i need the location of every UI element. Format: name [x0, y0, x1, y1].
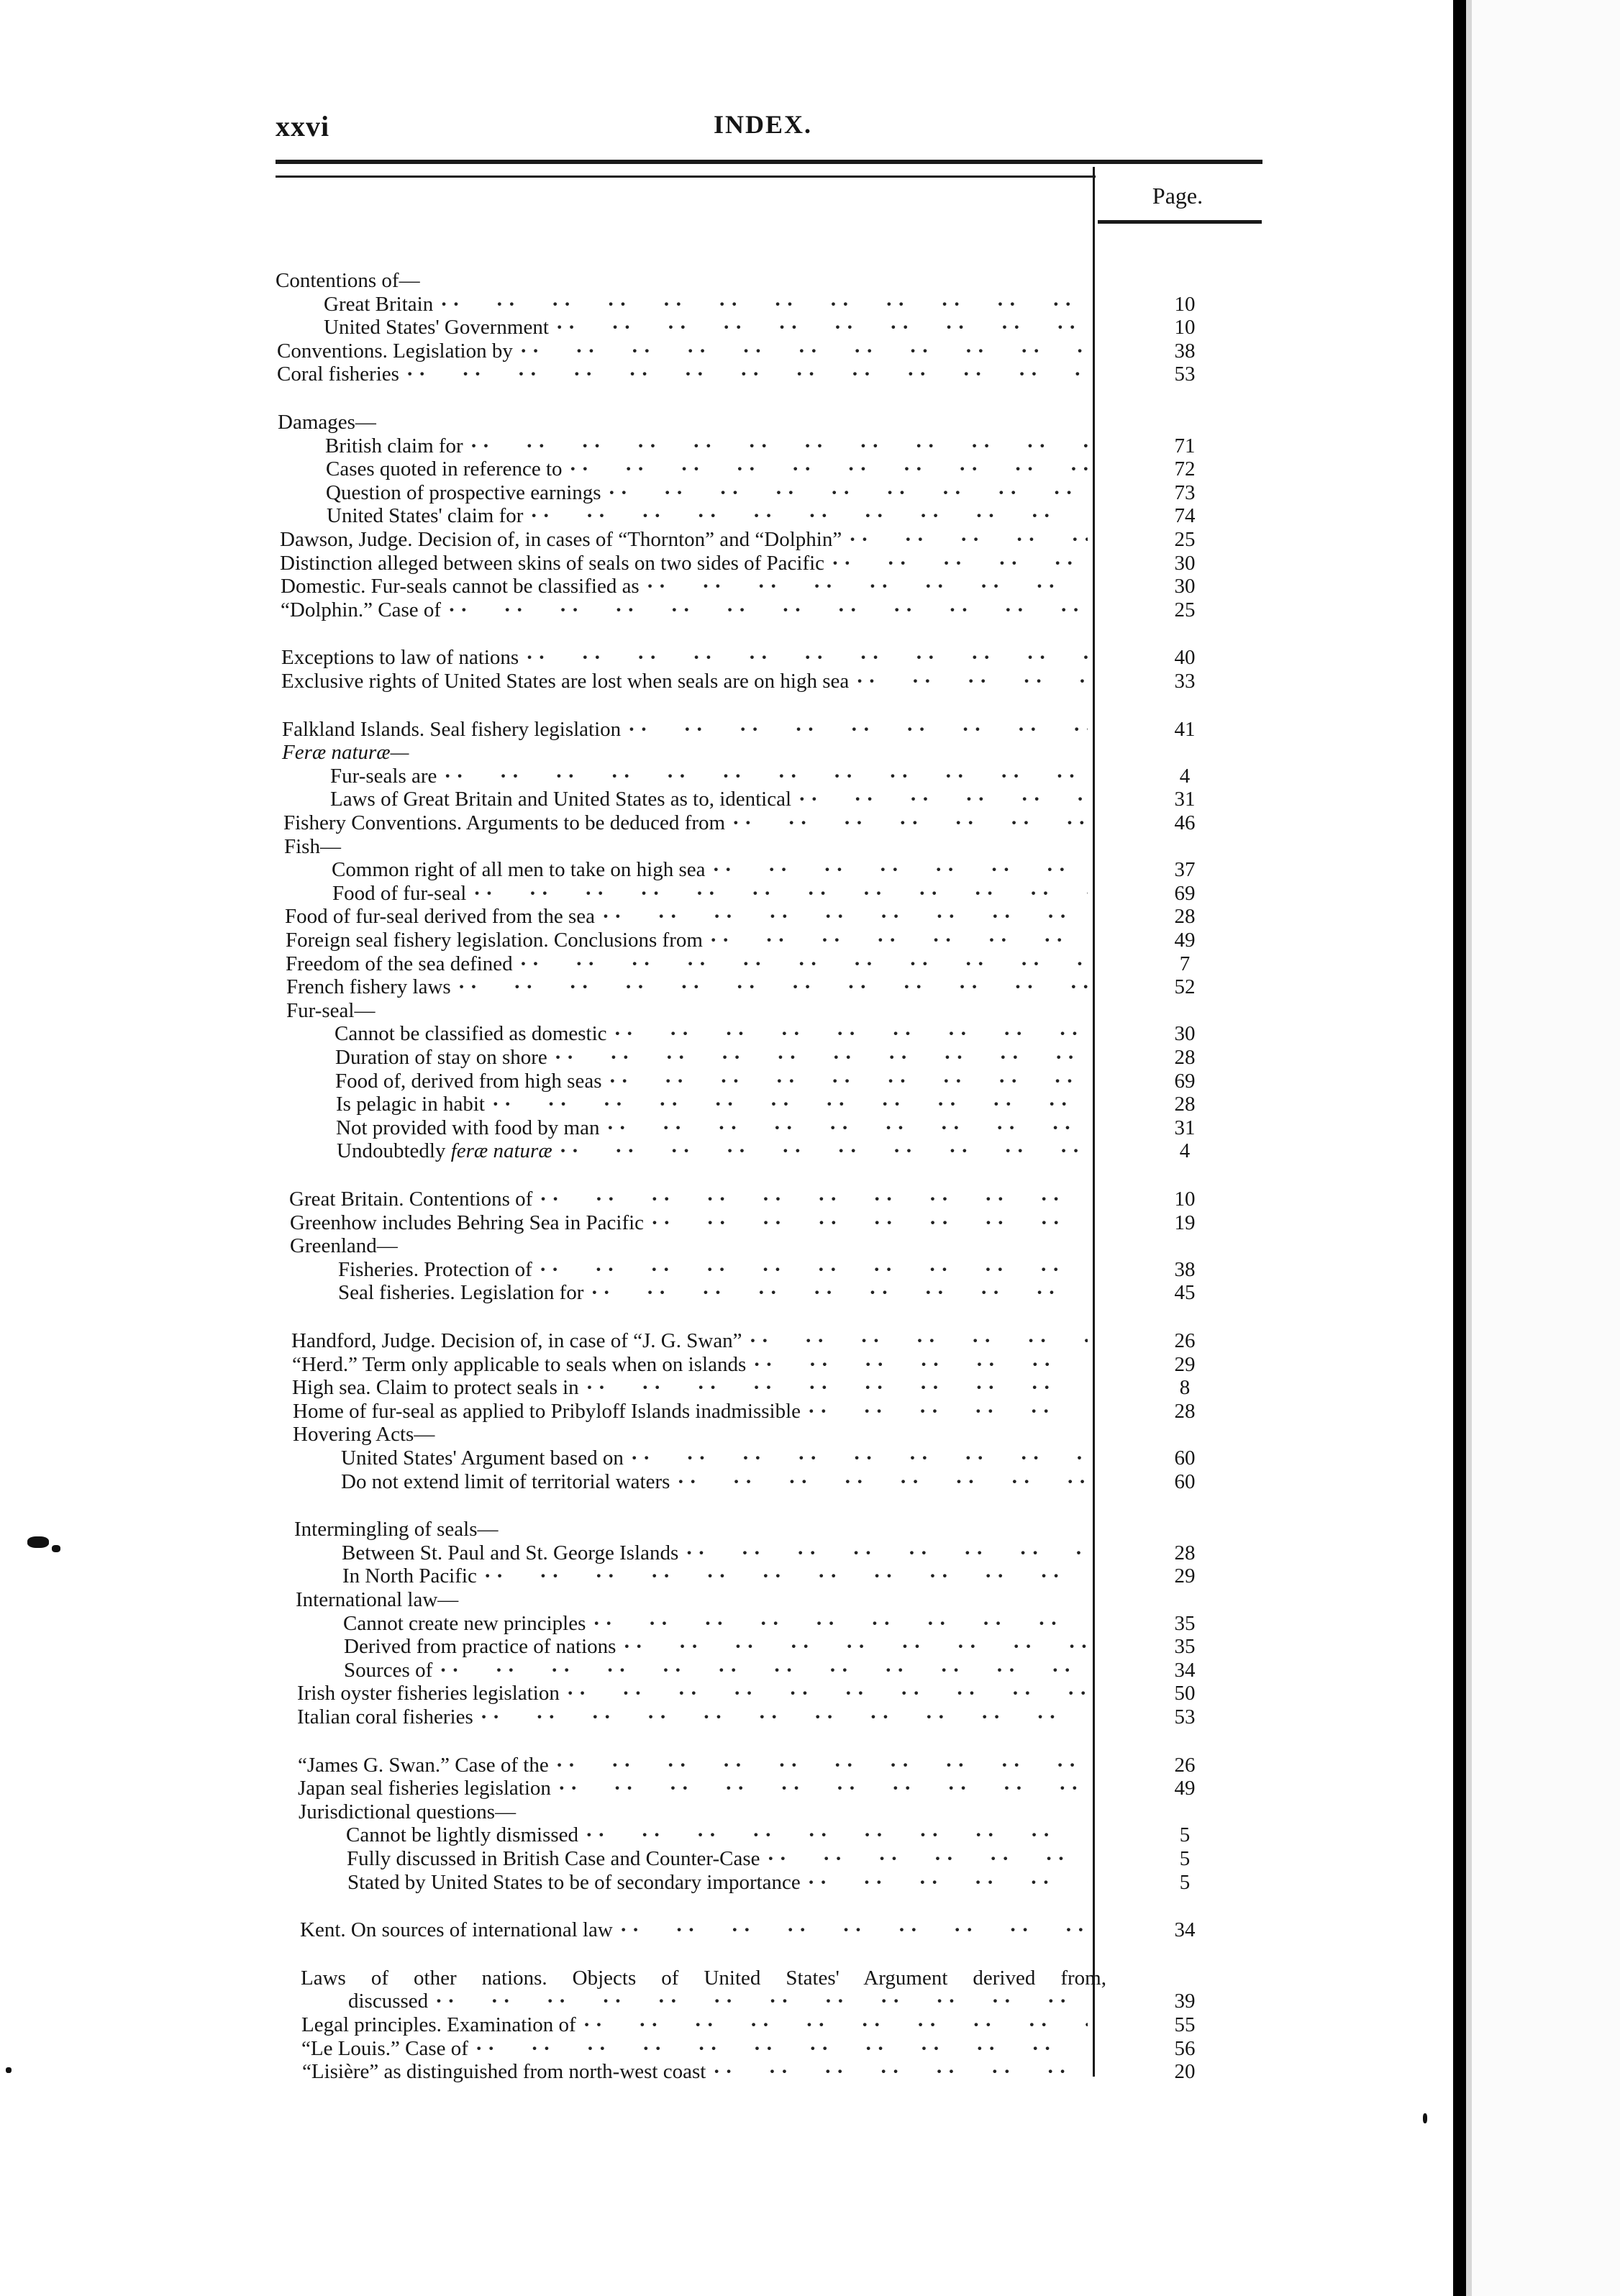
- entry-text: In North Pacific: [342, 1564, 477, 1587]
- index-entry: [347, 1847, 1088, 1870]
- index-entry: [325, 434, 1088, 457]
- index-entry: [336, 1093, 1088, 1116]
- index-entry: [277, 363, 1088, 386]
- page-reference: 5: [1179, 1847, 1191, 1870]
- dot-leader: [624, 1447, 1088, 1470]
- index-heading: [276, 269, 1088, 292]
- index-entry: [292, 1353, 1088, 1376]
- index-entry: [300, 1918, 1088, 1941]
- index-entry: [290, 1211, 1088, 1234]
- index-heading: [299, 1800, 1088, 1823]
- entry-text: Sources of: [344, 1659, 433, 1682]
- dot-leader: [607, 1022, 1088, 1045]
- entry-text: “Herd.” Term only applicable to seals when on islands: [292, 1353, 747, 1376]
- page-reference: 4: [1179, 765, 1191, 788]
- index-entry: [289, 1188, 1088, 1211]
- entry-text: Greenland—: [290, 1234, 398, 1257]
- index-entry: [335, 1022, 1088, 1045]
- page-reference: 38: [1174, 1258, 1196, 1281]
- page-reference: 28: [1174, 1046, 1196, 1069]
- entry-text: Legal principles. Examination of: [301, 2013, 576, 2036]
- entry-text: Laws of Great Britain and United States as to, identical: [330, 788, 792, 811]
- index-entry: [286, 929, 1088, 952]
- index-entry: [326, 481, 1088, 504]
- dot-leader: [432, 1659, 1088, 1682]
- index-heading: [282, 741, 1088, 764]
- dot-leader: [725, 811, 1088, 834]
- page-reference: 72: [1174, 457, 1196, 480]
- dot-leader: [463, 434, 1088, 457]
- page-reference: 53: [1174, 363, 1196, 386]
- dot-leader: [849, 670, 1088, 693]
- entry-text: High sea. Claim to protect seals in: [292, 1376, 579, 1399]
- index-entry: [324, 316, 1088, 339]
- index-entry: [342, 1564, 1088, 1587]
- page-reference: 39: [1174, 1990, 1196, 2013]
- dot-leader: [466, 882, 1088, 905]
- entry-text: Cannot be classified as domestic: [335, 1022, 607, 1045]
- entry-text: Cannot create new principles: [343, 1612, 586, 1635]
- entry-text: Intermingling of seals—: [294, 1518, 499, 1541]
- page-reference: 28: [1174, 1541, 1196, 1564]
- dot-leader: [670, 1470, 1088, 1493]
- dot-leader: [532, 1258, 1088, 1281]
- page-reference: 52: [1174, 975, 1196, 998]
- page-reference: 30: [1174, 1022, 1196, 1045]
- page-reference: 55: [1174, 2013, 1196, 2036]
- index-entry: [326, 457, 1088, 480]
- page-reference: 69: [1174, 1070, 1196, 1093]
- index-entry: [281, 646, 1088, 669]
- dot-leader: [549, 1754, 1088, 1777]
- page-reference: 25: [1174, 528, 1196, 551]
- dot-leader: [746, 1353, 1088, 1376]
- scan-speck: [6, 2067, 12, 2073]
- index-heading: [284, 835, 1088, 858]
- dot-leader: [523, 504, 1088, 527]
- scan-speck: [1423, 2113, 1427, 2123]
- index-entry: [335, 1070, 1088, 1093]
- entry-text: Exclusive rights of United States are lost when seals are on high sea: [281, 670, 850, 693]
- index-heading: [293, 1423, 1088, 1446]
- entry-text: Coral fisheries: [277, 363, 399, 386]
- dot-leader: [824, 552, 1088, 575]
- entry-text: Fur-seals are: [330, 765, 437, 788]
- page-column-rule: [1093, 167, 1095, 2077]
- index-heading: [294, 1518, 1088, 1541]
- dot-leader: [791, 788, 1088, 811]
- page-reference: 31: [1174, 1116, 1196, 1139]
- page-reference: 53: [1174, 1705, 1196, 1728]
- entry-text: Fishery Conventions. Arguments to be deduced from: [283, 811, 726, 834]
- page-reference: 10: [1174, 1188, 1196, 1211]
- dot-leader: [678, 1541, 1088, 1564]
- entry-text: Question of prospective earnings: [326, 481, 601, 504]
- entry-text: Kent. On sources of international law: [300, 1918, 613, 1941]
- dot-leader: [706, 2060, 1088, 2083]
- page-reference: 50: [1174, 1682, 1196, 1705]
- index-entry: [286, 952, 1088, 975]
- index-entry: [341, 1447, 1088, 1470]
- dot-leader: [560, 1682, 1088, 1705]
- page-reference: 5: [1179, 1871, 1191, 1894]
- dot-leader: [399, 363, 1088, 386]
- page-reference: 49: [1174, 929, 1196, 952]
- index-entry: [342, 1541, 1088, 1564]
- dot-leader: [473, 1705, 1088, 1728]
- dot-leader: [563, 457, 1088, 480]
- index-entry: [301, 2037, 1088, 2060]
- page-reference: 49: [1174, 1777, 1196, 1800]
- index-heading: [290, 1234, 1088, 1257]
- index-entry: [343, 1612, 1088, 1635]
- page-column-header-rule: [1098, 220, 1262, 224]
- entry-text: Food of fur-seal: [332, 882, 467, 905]
- entry-text: Food of, derived from high seas: [335, 1070, 602, 1093]
- page-column-header: Page.: [1152, 183, 1203, 209]
- dot-leader: [742, 1329, 1088, 1352]
- entry-text: Conventions. Legislation by: [277, 340, 513, 363]
- entry-text: Damages—: [278, 411, 376, 434]
- dot-leader: [513, 340, 1088, 363]
- index-entry: [280, 552, 1088, 575]
- dot-leader: [583, 1281, 1088, 1304]
- index-entry: [280, 528, 1088, 551]
- header-rule: [276, 160, 1262, 164]
- index-entry: [297, 1682, 1088, 1705]
- dot-leader: [451, 975, 1088, 998]
- dot-leader: [578, 1823, 1088, 1846]
- page-reference: 56: [1174, 2037, 1196, 2060]
- page-reference: 35: [1174, 1612, 1196, 1635]
- index-entry: [327, 504, 1088, 527]
- index-entry: [341, 1470, 1088, 1493]
- dot-leader: [477, 1564, 1088, 1587]
- entry-text: Greenhow includes Behring Sea in Pacific: [290, 1211, 645, 1234]
- index-entry: [336, 1116, 1088, 1139]
- entry-text: Fish—: [284, 835, 341, 858]
- index-entry: [298, 1754, 1088, 1777]
- entry-text: French fishery laws: [286, 975, 451, 998]
- index-entry: [291, 1329, 1088, 1352]
- index-entry: [332, 858, 1088, 881]
- index-entry: [332, 882, 1088, 905]
- entry-text: Not provided with food by man: [336, 1116, 600, 1139]
- page-reference: 8: [1179, 1376, 1191, 1399]
- page-reference: 5: [1179, 1823, 1191, 1846]
- dot-leader: [703, 929, 1088, 952]
- index-heading: [286, 999, 1088, 1022]
- dot-leader: [485, 1093, 1088, 1116]
- entry-text: Undoubtedly feræ naturæ: [337, 1139, 552, 1162]
- page-number: xxvi: [276, 110, 330, 142]
- page-reference: 46: [1174, 811, 1196, 834]
- page-reference: 29: [1174, 1564, 1196, 1587]
- page-reference: 19: [1174, 1211, 1196, 1234]
- entry-text: Duration of stay on shore: [335, 1046, 547, 1069]
- entry-text: Handford, Judge. Decision of, in case of “J. G. Swan”: [291, 1329, 742, 1352]
- index-entry: [286, 975, 1088, 998]
- page-reference: 26: [1174, 1329, 1196, 1352]
- entry-text: Falkland Islands. Seal fishery legislation: [282, 718, 622, 741]
- entry-text: Fur-seal—: [286, 999, 376, 1022]
- dot-leader: [616, 1635, 1088, 1658]
- index-entry: [347, 1871, 1088, 1894]
- page-reference: 10: [1174, 316, 1196, 339]
- dot-leader: [549, 316, 1088, 339]
- index-heading: [296, 1588, 1088, 1611]
- entry-text: British claim for: [325, 434, 463, 457]
- page-reference: 29: [1174, 1353, 1196, 1376]
- index-entry: [348, 1990, 1088, 2013]
- dot-leader: [513, 952, 1088, 975]
- index-entry: [324, 293, 1088, 316]
- entry-text: Cannot be lightly dismissed: [346, 1823, 579, 1846]
- dot-leader: [706, 858, 1088, 881]
- entry-text: Do not extend limit of territorial waters: [341, 1470, 670, 1493]
- dot-leader: [433, 293, 1088, 316]
- entry-text: Contentions of—: [276, 269, 420, 292]
- entry-text: Italian coral fisheries: [297, 1705, 473, 1728]
- entry-text: Food of fur-seal derived from the sea: [285, 905, 596, 928]
- entry-text: Great Britain. Contentions of: [289, 1188, 533, 1211]
- page-reference: 34: [1174, 1659, 1196, 1682]
- page-reference: 60: [1174, 1447, 1196, 1470]
- entry-text: Stated by United States to be of secondary importance: [347, 1871, 801, 1894]
- page-reference: 30: [1174, 552, 1196, 575]
- entry-text: Fully discussed in British Case and Counter-Case: [347, 1847, 760, 1870]
- dot-leader: [547, 1046, 1088, 1069]
- entry-text: Dawson, Judge. Decision of, in cases of “Thornton” and “Dolphin”: [280, 528, 842, 551]
- dot-leader: [613, 1918, 1088, 1941]
- index-entry: [298, 1777, 1088, 1800]
- page-reference: 60: [1174, 1470, 1196, 1493]
- entry-text: Jurisdictional questions—: [299, 1800, 517, 1823]
- entry-text: Is pelagic in habit: [336, 1093, 485, 1116]
- dot-leader: [551, 1777, 1088, 1800]
- page-reference: 41: [1174, 718, 1196, 741]
- adjacent-page: [1472, 0, 1620, 2296]
- entry-text: United States' Government: [324, 316, 549, 339]
- index-entry: [297, 1705, 1088, 1728]
- index-entry: [302, 2060, 1088, 2083]
- dot-leader: [801, 1871, 1088, 1894]
- entry-text: Feræ naturæ—: [282, 741, 409, 764]
- scan-speck: [27, 1536, 49, 1548]
- page-reference: 37: [1174, 858, 1196, 881]
- entry-text: Hovering Acts—: [293, 1423, 435, 1446]
- entry-text: Home of fur-seal as applied to Pribyloff Islands inadmissible: [293, 1400, 801, 1423]
- index-entry: [281, 670, 1088, 693]
- dot-leader: [595, 905, 1088, 928]
- dot-leader: [552, 1139, 1088, 1162]
- dot-leader: [760, 1847, 1088, 1870]
- dot-leader: [621, 718, 1088, 741]
- dot-leader: [576, 2013, 1088, 2036]
- index-entry: [338, 1258, 1088, 1281]
- dot-leader: [801, 1400, 1088, 1423]
- dot-leader: [428, 1990, 1088, 2013]
- header-rule-thin: [276, 176, 1096, 178]
- scan-border: [1453, 0, 1620, 2296]
- index-entry: [283, 811, 1088, 834]
- index-entry: [335, 1046, 1088, 1069]
- entry-text: Irish oyster fisheries legislation: [297, 1682, 560, 1705]
- index-entry: [281, 575, 1088, 598]
- page-reference: 31: [1174, 788, 1196, 811]
- page-reference: 4: [1179, 1139, 1191, 1162]
- entry-text: Common right of all men to take on high sea: [332, 858, 706, 881]
- dot-leader: [842, 528, 1088, 551]
- entry-text: Seal fisheries. Legislation for: [338, 1281, 584, 1304]
- entry-text: Exceptions to law of nations: [281, 646, 519, 669]
- entry-text: “Dolphin.” Case of: [281, 598, 442, 621]
- page-reference: 28: [1174, 1400, 1196, 1423]
- dot-leader: [644, 1211, 1088, 1234]
- index-entry: [330, 788, 1088, 811]
- entry-text: “James G. Swan.” Case of the: [298, 1754, 549, 1777]
- entry-text: “Lisière” as distinguished from north-west coast: [302, 2060, 706, 2083]
- entry-text: Domestic. Fur-seals cannot be classified as: [281, 575, 640, 598]
- entry-text: Fisheries. Protection of: [338, 1258, 532, 1281]
- dot-leader: [441, 598, 1088, 621]
- index-entry: [277, 340, 1088, 363]
- dot-leader: [519, 646, 1088, 669]
- page-reference: 45: [1174, 1281, 1196, 1304]
- index-entry: [338, 1281, 1088, 1304]
- page-edge: [1466, 0, 1472, 2296]
- dot-leader: [468, 2037, 1088, 2060]
- dot-leader: [586, 1612, 1088, 1635]
- dot-leader: [640, 575, 1088, 598]
- page-reference: 33: [1174, 670, 1196, 693]
- entry-text: Cases quoted in reference to: [326, 457, 563, 480]
- index-entry: [344, 1635, 1088, 1658]
- page-reference: 35: [1174, 1635, 1196, 1658]
- index-heading: [301, 1967, 1106, 1990]
- page-reference: 34: [1174, 1918, 1196, 1941]
- index-heading: [278, 411, 1088, 434]
- entry-text: “Le Louis.” Case of: [301, 2037, 468, 2060]
- entry-text: United States' claim for: [327, 504, 524, 527]
- index-entry: [293, 1400, 1088, 1423]
- entry-text: Derived from practice of nations: [344, 1635, 616, 1658]
- entry-text: Distinction alleged between skins of seals on two sides of Pacific: [280, 552, 825, 575]
- entry-text: Freedom of the sea defined: [286, 952, 513, 975]
- page-reference: 7: [1179, 952, 1191, 975]
- page-reference: 73: [1174, 481, 1196, 504]
- dot-leader: [599, 1116, 1088, 1139]
- entry-text: Laws of other nations. Objects of United States' Argument derived from,: [301, 1967, 1106, 1990]
- scan-speck: [52, 1545, 60, 1552]
- index-entry: [344, 1659, 1088, 1682]
- dot-leader: [601, 481, 1088, 504]
- entry-text: discussed: [348, 1990, 429, 2013]
- index-entry: [285, 905, 1088, 928]
- entry-text: United States' Argument based on: [341, 1447, 624, 1470]
- page-reference: 38: [1174, 340, 1196, 363]
- page-reference: 26: [1174, 1754, 1196, 1777]
- entry-text: International law—: [296, 1588, 459, 1611]
- page-reference: 71: [1174, 434, 1196, 457]
- index-entry: [281, 598, 1088, 621]
- page-title: INDEX.: [714, 110, 813, 139]
- page-reference: 74: [1174, 504, 1196, 527]
- entry-text: Japan seal fisheries legislation: [298, 1777, 551, 1800]
- page-reference: 30: [1174, 575, 1196, 598]
- entry-text: Foreign seal fishery legislation. Conclusions from: [286, 929, 703, 952]
- entry-text: Great Britain: [324, 293, 434, 316]
- dot-leader: [532, 1188, 1088, 1211]
- dot-leader: [602, 1070, 1088, 1093]
- index-entry: [301, 2013, 1088, 2036]
- dot-leader: [579, 1376, 1088, 1399]
- page-reference: 28: [1174, 1093, 1196, 1116]
- page-reference: 20: [1174, 2060, 1196, 2083]
- page-reference: 10: [1174, 293, 1196, 316]
- page-reference: 28: [1174, 905, 1196, 928]
- index-entry: [292, 1376, 1088, 1399]
- page-reference: 40: [1174, 646, 1196, 669]
- index-entry: [346, 1823, 1088, 1846]
- index-entry: [337, 1139, 1088, 1162]
- dot-leader: [437, 765, 1088, 788]
- index-entry: [282, 718, 1088, 741]
- index-entry: [330, 765, 1088, 788]
- page-reference: 25: [1174, 598, 1196, 621]
- page-reference: 69: [1174, 882, 1196, 905]
- entry-text: Between St. Paul and St. George Islands: [342, 1541, 679, 1564]
